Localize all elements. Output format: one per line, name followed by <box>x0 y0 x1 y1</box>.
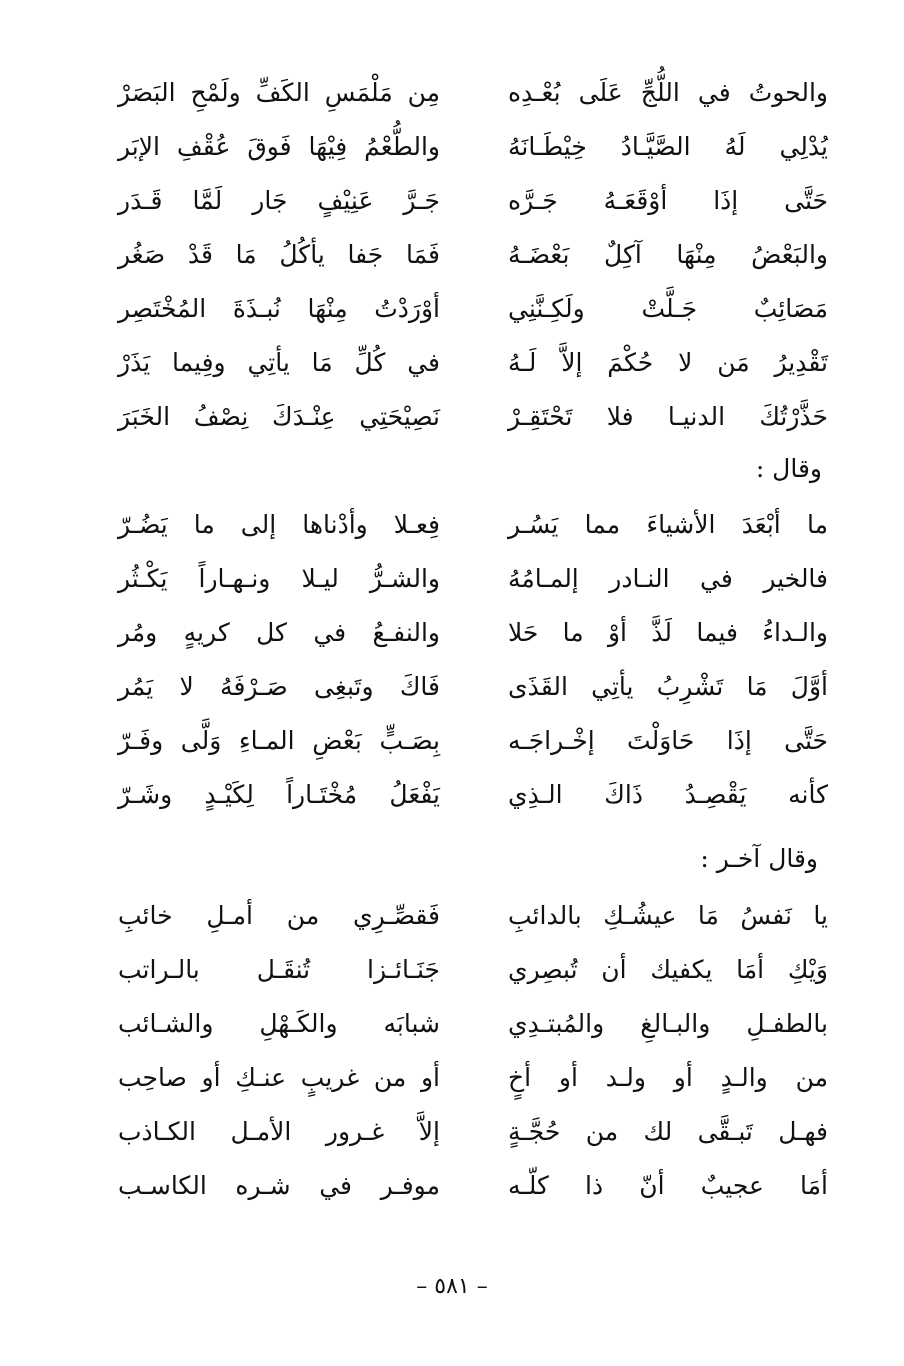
second-hemistich: مِن مَلْمَسِ الكَفِّ ولَمْحِ البَصَرْ <box>118 78 440 107</box>
intro-3-heading: وقال آخـر : <box>700 844 818 873</box>
verse-line <box>118 498 828 552</box>
first-hemistich: من والـدٍ أو ولـد أو أخٍ <box>508 1063 828 1092</box>
poem-3 <box>118 889 828 1213</box>
first-hemistich: والـداءُ فيما لَذَّ أوْ ما حَلا <box>508 618 828 647</box>
verse-line <box>118 120 828 174</box>
second-hemistich: إلاَّ غـرور الأمـل الكـاذب <box>118 1117 440 1146</box>
second-hemistich: والنفـعُ في كل كريهٍ ومُر <box>118 618 440 647</box>
verse-line <box>118 606 828 660</box>
second-hemistich: في كُلِّ مَا يأتِي وفِيما يَذَرْ <box>118 348 440 377</box>
second-hemistich: جَـرَّ عَنِيْفٍ جَار لَمَّا قَـدَر <box>118 186 440 215</box>
first-hemistich: أمَا عجيبٌ أنّ ذا كلّـه <box>508 1171 828 1200</box>
verse-line <box>118 390 828 444</box>
verse-line <box>118 282 828 336</box>
second-hemistich: شبابَه والكَـهْلِ والشـائب <box>118 1009 440 1038</box>
second-hemistich: فَمَا جَفا يأكُلُ مَا قَدْ صَغُر <box>118 240 440 269</box>
verse-line <box>118 66 828 120</box>
verse-line <box>118 174 828 228</box>
second-hemistich: أو من غريبٍ عنـكِ أو صاحِب <box>118 1063 440 1092</box>
verse-line <box>118 943 828 997</box>
first-hemistich: يُدْلِي لَهُ الصَّيَّـادُ خِيْطَـانَهُ <box>508 132 828 161</box>
second-hemistich: بِصَـبٍّ بَعْضِ المـاءِ وَلَّى وفَـرّ <box>118 726 440 755</box>
second-hemistich: والشـرُّ ليـلا ونـهـاراً يَكْـثُر <box>118 564 440 593</box>
first-hemistich: وَيْكِ أمَا يكفيك أن تُبصِري <box>508 955 828 984</box>
verse-line <box>118 714 828 768</box>
second-hemistich: فَاكَ وتَبغِى صَـرْفَهُ لا يَمُر <box>118 672 440 701</box>
verse-line <box>118 660 828 714</box>
first-hemistich: فهـل تَبـقَّى لك من حُجَّـةٍ <box>508 1117 828 1146</box>
first-hemistich: حَتَّى إذَا حَاوَلْتَ إخْـراجَـه <box>508 726 828 755</box>
first-hemistich: كأنه يَقْصِـدُ ذَاكَ الـذِي <box>508 780 828 809</box>
intro-2-heading: وقال : <box>755 454 822 483</box>
verse-line <box>118 336 828 390</box>
verse-line <box>118 997 828 1051</box>
first-hemistich: أوَّلَ مَا تَشْرِبُ يأتِي القَذَى <box>508 672 828 701</box>
first-hemistich: بالطفـلِ والبـالغِ والمُبتـدِي <box>508 1009 828 1038</box>
first-hemistich: والبَعْضُ مِنْهَا آكِلٌ بَعْضَـهُ <box>508 240 828 269</box>
page-number: – ٥٨١ – <box>416 1274 488 1299</box>
first-hemistich: حَذَّرْتُكَ الدنيـا فلا تَحْتَقِـرْ <box>508 402 828 431</box>
verse-line <box>118 1159 828 1213</box>
first-hemistich: فالخير في النـادر إلمـامُهُ <box>508 564 828 593</box>
verse-line <box>118 768 828 822</box>
verse-line <box>118 1051 828 1105</box>
second-hemistich: يَفْعَلُ مُخْتَـاراً لِكَيْـدٍ وشَـرّ <box>118 780 440 809</box>
verse-line <box>118 228 828 282</box>
second-hemistich: فَقصِّـرِي من أمـلِ خائبِ <box>118 901 440 930</box>
first-hemistich: تَقْدِيرُ مَن لا حُكْمَ إلاَّ لَـهُ <box>508 348 828 377</box>
verse-line <box>118 1105 828 1159</box>
second-hemistich: فِعـلا وأدْناها إلى ما يَضُـرّ <box>118 510 440 539</box>
first-hemistich: ما أبْعَدَ الأشياءَ مما يَسُـر <box>508 510 828 539</box>
first-hemistich: مَصَائِبٌ جَـلَّتْ ولَكِـنَّنِي <box>508 294 828 323</box>
second-hemistich: والطُّعْمُ فِيْهَا فَوقَ عُقْفِ الإبَر <box>118 132 440 161</box>
verse-line <box>118 552 828 606</box>
second-hemistich: أوْرَدْتُ مِنْهَا نُبـذَةَ المُخْتَصِر <box>118 294 440 323</box>
poem-2 <box>118 498 828 822</box>
second-hemistich: موفـر في شـره الكاسـب <box>118 1171 440 1200</box>
second-hemistich: نَصِيْحَتِي عِنْـدَكَ نِصْفُ الخَبَرَ <box>118 402 440 431</box>
first-hemistich: يا نَفسُ مَا عيشُـكِ بالدائبِ <box>508 901 828 930</box>
first-hemistich: حَتَّى إذَا أوْقَعَـهُ جَـرَّه <box>508 186 828 215</box>
second-hemistich: جَنَـائـزا تُنقَـل بالـراتب <box>118 955 440 984</box>
poem-1 <box>118 66 828 444</box>
verse-line <box>118 889 828 943</box>
first-hemistich: والحوتُ في اللُّجِّ عَلَى بُعْـدِه <box>508 78 828 107</box>
